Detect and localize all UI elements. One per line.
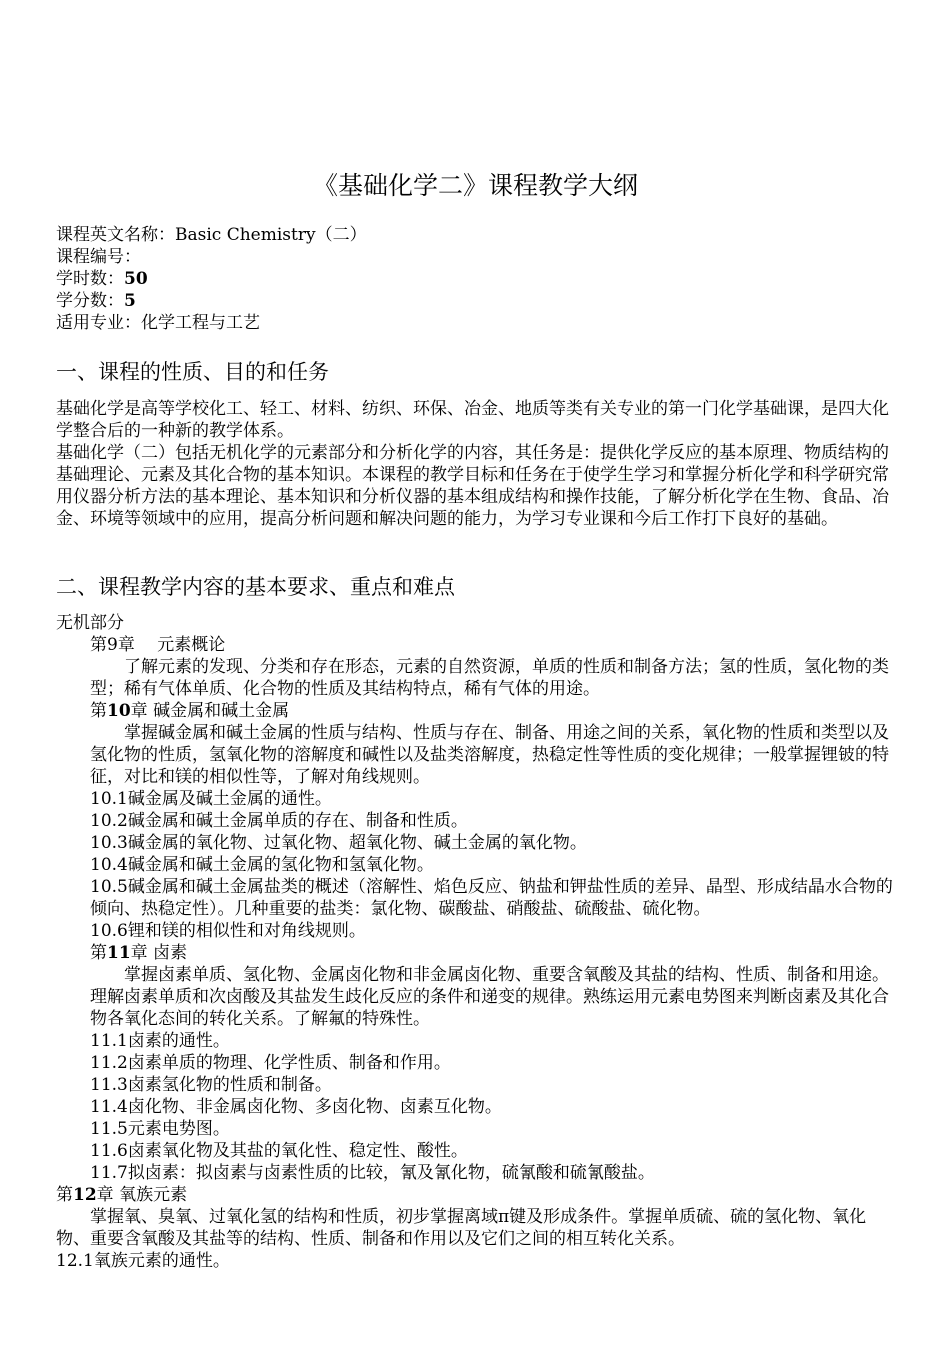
credits-label: 学分数： — [56, 291, 124, 311]
chapter9-desc: 了解元素的发现、分类和存在形态，元素的自然资源，单质的性质和制备方法；氢的性质，氢化物的类型；稀有气体单质、化合物的性质及其结构特点，稀有气体的用途。 — [90, 657, 889, 699]
chapter11-item: 11.3卤素氢化物的性质和制备。 — [90, 1075, 332, 1095]
chapter9-heading: 第9章 元素概论 — [90, 635, 226, 655]
section1-body — [56, 398, 896, 530]
chapter11-item: 11.6卤素氧化物及其盐的氧化性、稳定性、酸性。 — [90, 1141, 468, 1161]
chapter10-item: 10.3碱金属的氧化物、过氧化物、超氧化物、碱土金属的氧化物。 — [90, 833, 587, 853]
chapter11-item: 11.1卤素的通性。 — [90, 1031, 230, 1051]
document-title: 《基础化学二》课程教学大纲 — [312, 171, 638, 200]
hours-row — [56, 268, 896, 290]
section1-paragraph-2: 基础化学（二）包括无机化学的元素部分和分析化学的内容，其任务是：提供化学反应的基本原理、物质结构的基础理论、元素及其化合物的基本知识。本课程的教学目标和任务在于使学生学习和掌握分析化学和科学研究常用仪器分析方法的基本理论、基本知识和分析仪器的基本组成结构和操作技能，了解分析化学在生物、食品、冶金、环境等领域中的应用，提高分析问题和解决问题的能力，为学习专业课和今后工作打下良好的基础。 — [56, 443, 889, 529]
chapter11-item: 11.2卤素单质的物理、化学性质、制备和作用。 — [90, 1053, 451, 1073]
hours-value: 50 — [124, 269, 148, 289]
english-name: 课程英文名称：Basic Chemistry（二） — [56, 225, 367, 245]
chapter10-item: 10.5碱金属和碱土金属盐类的概述（溶解性、焰色反应、钠盐和钾盐性质的差异、晶型、形成结晶水合物的倾向、热稳定性）。几种重要的盐类：氯化物、碳酸盐、硝酸盐、硫酸盐、硫化物。 — [90, 877, 893, 919]
part-label: 无机部分 — [56, 613, 124, 633]
chapter10-item: 10.1碱金属及碱土金属的通性。 — [90, 789, 332, 809]
chapter11-item: 11.7拟卤素：拟卤素与卤素性质的比较，氰及氰化物，硫氰酸和硫氰酸盐。 — [90, 1163, 655, 1183]
section2-content — [56, 612, 896, 1272]
chapter12-heading: 第12章 氧族元素 — [56, 1185, 188, 1205]
chapter11-heading: 第11章 卤素 — [90, 943, 188, 963]
section2-heading: 二、课程教学内容的基本要求、重点和难点 — [56, 575, 455, 599]
chapter10-heading: 第10章 碱金属和碱土金属 — [90, 701, 290, 721]
chapter10-item: 10.2碱金属和碱土金属单质的存在、制备和性质。 — [90, 811, 468, 831]
major: 适用专业：化学工程与工艺 — [56, 313, 260, 333]
chapter12-item: 12.1氧族元素的通性。 — [56, 1251, 230, 1271]
chapter11-desc: 掌握卤素单质、氢化物、金属卤化物和非金属卤化物、重要含氧酸及其盐的结构、性质、制备和用途。理解卤素单质和次卤酸及其盐发生歧化反应的条件和递变的规律。熟练运用元素电势图来判断卤素及其化合物各氧化态间的转化关系。了解氟的特殊性。 — [90, 965, 889, 1029]
section1-paragraph-1: 基础化学是高等学校化工、轻工、材料、纺织、环保、冶金、地质等类有关专业的第一门化学基础课，是四大化学整合后的一种新的教学体系。 — [56, 399, 889, 441]
credits-row — [56, 290, 896, 312]
chapter11-item: 11.4卤化物、非金属卤化物、多卤化物、卤素互化物。 — [90, 1097, 502, 1117]
course-code: 课程编号： — [56, 247, 141, 267]
hours-label: 学时数： — [56, 269, 124, 289]
section1-heading: 一、课程的性质、目的和任务 — [56, 360, 329, 384]
chapter10-desc: 掌握碱金属和碱土金属的性质与结构、性质与存在、制备、用途之间的关系，氧化物的性质和类型以及氢化物的性质，氢氧化物的溶解度和碱性以及盐类溶解度，热稳定性等性质的变化规律；一般掌握锂铍的特征，对比和镁的相似性等，了解对角线规则。 — [90, 723, 889, 787]
chapter12-desc: 掌握氧、臭氧、过氧化氢的结构和性质，初步掌握离域π键及形成条件。掌握单质硫、硫的氢化物、氧化物、重要含氧酸及其盐等的结构、性质、制备和作用以及它们之间的相互转化关系。 — [56, 1207, 867, 1249]
course-meta — [56, 224, 896, 334]
chapter11-item: 11.5元素电势图。 — [90, 1119, 230, 1139]
credits-value: 5 — [124, 291, 136, 311]
chapter10-item: 10.4碱金属和碱土金属的氢化物和氢氧化物。 — [90, 855, 434, 875]
chapter10-item: 10.6锂和镁的相似性和对角线规则。 — [90, 921, 366, 941]
